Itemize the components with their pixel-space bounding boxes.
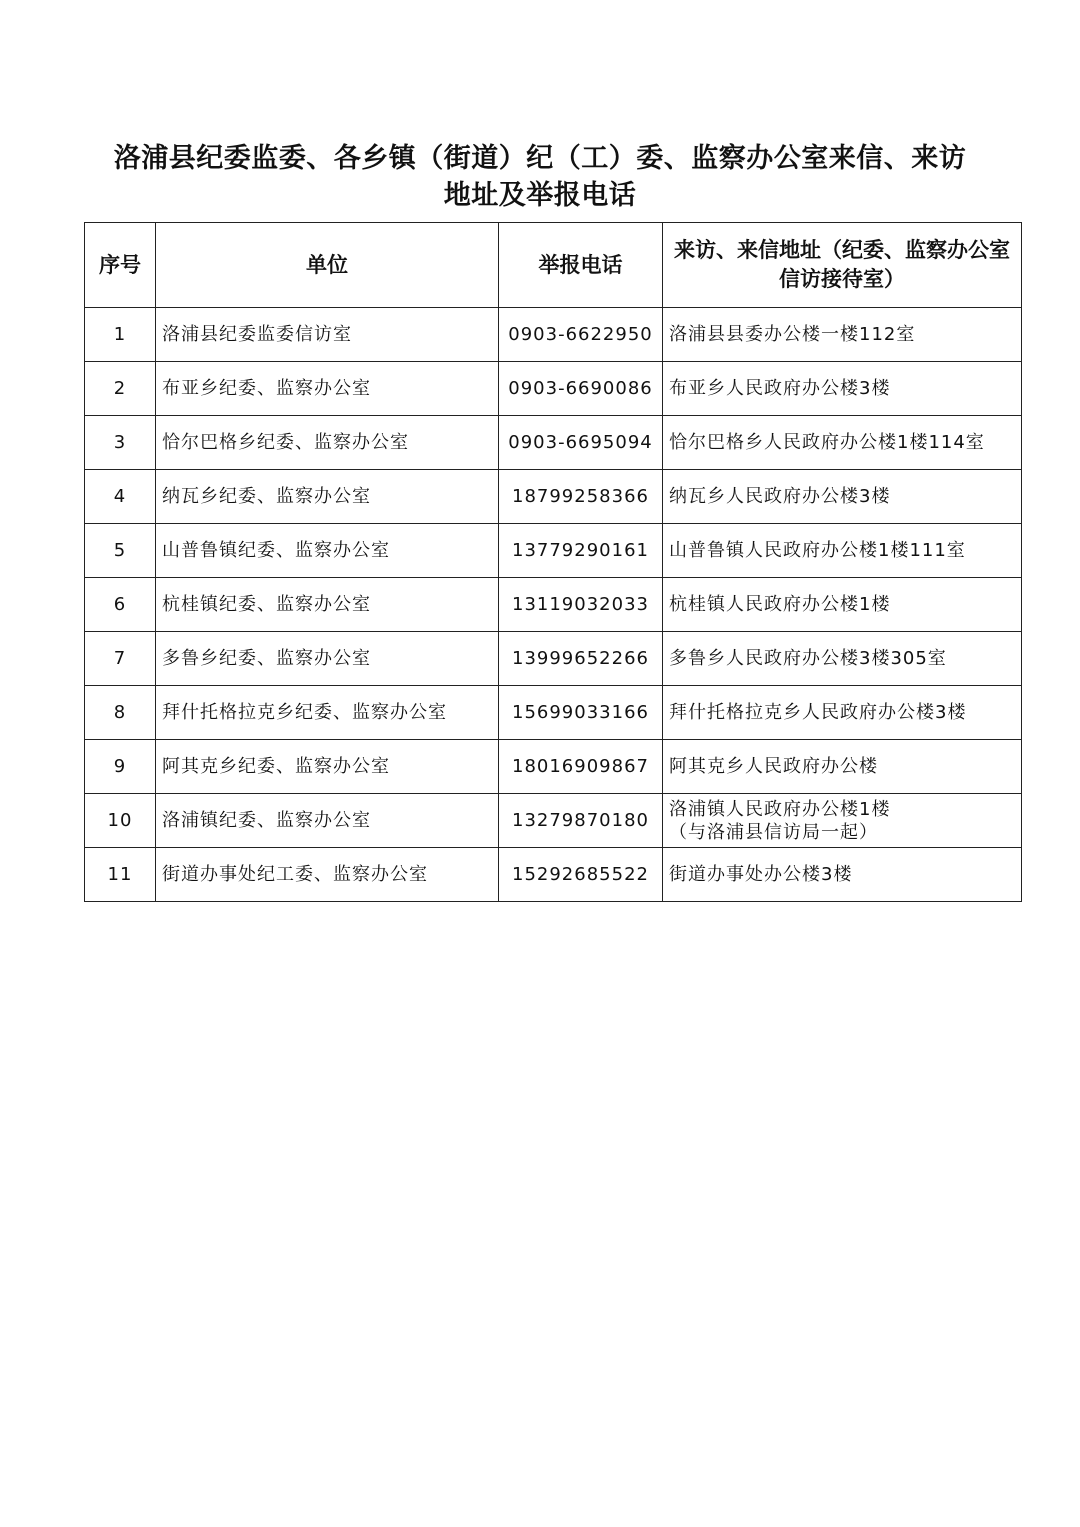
cell-unit: 阿其克乡纪委、监察办公室 [156,740,499,794]
cell-phone: 13119032033 [499,578,663,632]
cell-phone: 13999652266 [499,632,663,686]
table-body [85,308,1022,902]
address-line: 布亚乡人民政府办公楼3楼 [669,378,891,399]
cell-no: 9 [85,740,156,794]
header-address: 来访、来信地址（纪委、监察办公室信访接待室） [663,223,1022,308]
address-line: 多鲁乡人民政府办公楼3楼305室 [669,648,947,669]
address-line: 恰尔巴格乡人民政府办公楼1楼114室 [669,432,985,453]
cell-no: 4 [85,470,156,524]
cell-address [663,308,1022,362]
address-line: 山普鲁镇人民政府办公楼1楼111室 [669,540,966,561]
cell-unit: 洛浦镇纪委、监察办公室 [156,794,499,848]
cell-no: 7 [85,632,156,686]
cell-address [663,524,1022,578]
cell-no: 1 [85,308,156,362]
cell-unit: 拜什托格拉克乡纪委、监察办公室 [156,686,499,740]
report-contact-table [84,222,1022,902]
header-no: 序号 [85,223,156,308]
cell-no: 2 [85,362,156,416]
cell-no: 11 [85,848,156,902]
address-line: 纳瓦乡人民政府办公楼3楼 [669,486,891,507]
table-row [85,524,1022,578]
table-row [85,632,1022,686]
cell-unit: 恰尔巴格乡纪委、监察办公室 [156,416,499,470]
cell-address [663,578,1022,632]
cell-unit: 山普鲁镇纪委、监察办公室 [156,524,499,578]
cell-address [663,794,1022,848]
cell-unit: 布亚乡纪委、监察办公室 [156,362,499,416]
cell-no: 3 [85,416,156,470]
cell-phone: 13279870180 [499,794,663,848]
table-row [85,470,1022,524]
table-row [85,686,1022,740]
cell-no: 10 [85,794,156,848]
table-row [85,416,1022,470]
table-header-row [85,223,1022,308]
table-row [85,578,1022,632]
cell-phone: 15292685522 [499,848,663,902]
address-line: 阿其克乡人民政府办公楼 [669,756,878,777]
table-row [85,740,1022,794]
cell-phone: 15699033166 [499,686,663,740]
cell-no: 8 [85,686,156,740]
cell-address [663,362,1022,416]
table-row [85,308,1022,362]
cell-address [663,848,1022,902]
cell-phone: 18016909867 [499,740,663,794]
cell-no: 6 [85,578,156,632]
cell-unit: 洛浦县纪委监委信访室 [156,308,499,362]
table-row [85,848,1022,902]
table-row [85,362,1022,416]
address-line: 拜什托格拉克乡人民政府办公楼3楼 [669,702,967,723]
page-title [60,140,1020,214]
address-line: 杭桂镇人民政府办公楼1楼 [669,594,891,615]
header-phone: 举报电话 [499,223,663,308]
cell-address [663,470,1022,524]
page-title-line-2: 地址及举报电话 [443,180,637,211]
cell-phone: 0903-6622950 [499,308,663,362]
table-row [85,794,1022,848]
address-line: （与洛浦县信访局一起） [669,821,878,843]
cell-address [663,740,1022,794]
address-line: 洛浦县县委办公楼一楼112室 [669,324,916,345]
cell-phone: 13779290161 [499,524,663,578]
cell-phone: 0903-6690086 [499,362,663,416]
address-line: 街道办事处办公楼3楼 [669,864,853,885]
cell-address [663,416,1022,470]
cell-unit: 纳瓦乡纪委、监察办公室 [156,470,499,524]
header-unit: 单位 [156,223,499,308]
cell-address [663,686,1022,740]
cell-no: 5 [85,524,156,578]
cell-phone: 0903-6695094 [499,416,663,470]
cell-unit: 杭桂镇纪委、监察办公室 [156,578,499,632]
cell-phone: 18799258366 [499,470,663,524]
page-title-line-1: 洛浦县纪委监委、各乡镇（街道）纪（工）委、监察办公室来信、来访 [113,143,967,174]
cell-address [663,632,1022,686]
address-line: 洛浦镇人民政府办公楼1楼 [669,798,891,820]
cell-unit: 多鲁乡纪委、监察办公室 [156,632,499,686]
cell-unit: 街道办事处纪工委、监察办公室 [156,848,499,902]
